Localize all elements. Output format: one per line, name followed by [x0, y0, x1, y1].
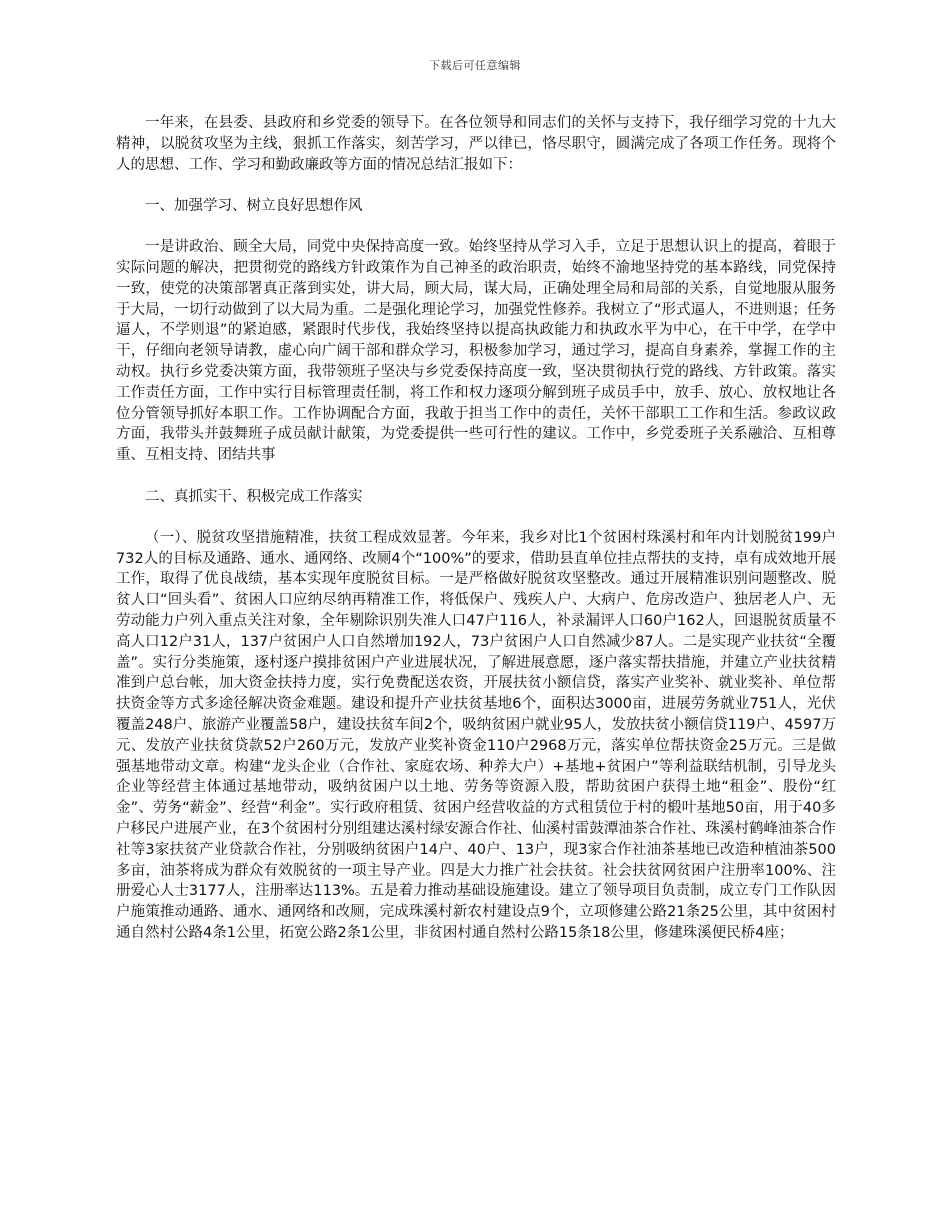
document-body: [116, 113, 836, 944]
section-1-heading: 一、加强学习、树立良好思想作风: [145, 198, 363, 215]
spacer: [116, 508, 836, 528]
intro-paragraph: 一年来，在县委、县政府和乡党委的领导下。在各位领导和同志们的关怀与支持下，我仔细学习党的十九大精神，以脱贫攻坚为主线，狠抓工作落实，刻苦学习，严以律已，恪尽职守，圆满完成了各项工作任务。现将个人的思想、工作、学习和勤政廉政等方面的情况总结汇报如下：: [116, 115, 836, 173]
page-header-note: 下载后可任意编辑: [429, 59, 521, 72]
section-1-paragraph: 一是讲政治、顾全大局，同党中央保持高度一致。始终坚持从学习入手，立足于思想认识上的提高，着眼于实际问题的解决，把贯彻党的路线方针政策作为自己神圣的政治职责，始终不渝地坚持党的基本路线，同党保持一致，使党的决策部署真正落到实处，讲大局，顾大局，谋大局，正确处理全局和局部的关系，自觉地服从服务于大局，一切行动做到了以大局为重。二是强化理论学习，加强党性修养。我树立了“形式逼人，不进则退；任务逼人，不学则退”的紧迫感，紧跟时代步伐，我始终坚持以提高执政能力和执政水平为中心，在干中学，在学中干，仔细向老领导请教，虚心向广阔干部和群众学习，积极参加学习，通过学习，提高自身素养，掌握工作的主动权。执行乡党委决策方面，我带领班子坚决与乡党委保持高度一致，坚决贯彻执行党的路线、方针政策。落实工作责任方面，工作中实行目标管理责任制，将工作和权力逐项分解到班子成员手中，放手、放心、放权地让各位分管领导抓好本职工作。工作协调配合方面，我敢于担当工作中的责任，关怀干部职工工作和生活。参政议政方面，我带头并鼓舞班子成员献计献策，为党委提供一些可行性的建议。工作中，乡党委班子关系融洽、互相尊重、互相支持、团结共事: [116, 239, 836, 464]
spacer: [116, 175, 836, 196]
spacer: [116, 217, 836, 237]
spacer: [116, 466, 836, 487]
section-2-paragraph: （一）、脱贫攻坚措施精准，扶贫工程成效显著。今年来，我乡对比1个贫困村珠溪村和年内计划脱贫199户732人的目标及通路、通水、通网络、改厕4个“100%”的要求，借助县直单位挂点帮扶的支持，卓有成效地开展工作，取得了优良战绩，基本实现年度脱贫目标。一是严格做好脱贫攻坚整改。通过开展精准识别问题整改、脱贫人口“回头看”、贫困人口应纳尽纳再精准工作，将低保户、残疾人户、大病户、危房改造户、独居老人户、无劳动能力户列入重点关注对象，全年剔除识别失准人口47户116人，补录漏评人口60户162人，回退脱贫质量不高人口12户31人，137户贫困户人口自然增加192人，73户贫困户人口自然减少87人。二是实现产业扶贫“全覆盖”。实行分类施策，逐村逐户摸排贫困户产业进展状况，了解进展意愿，逐户落实帮扶措施，并建立产业扶贫精准到户总台帐，加大资金扶持力度，实行免费配送农资，开展扶贫小额信贷，落实产业奖补、就业奖补、单位帮扶资金等方式多途径解决资金难题。建设和提升产业扶贫基地6个，面积达3000亩，进展劳务就业751人，光伏覆盖248户、旅游产业覆盖58户，建设扶贫车间2个，吸纳贫困户就业95人，发放扶贫小额信贷119户、4597万元、发放产业扶贫贷款52户260万元，发放产业奖补资金110户2968万元，落实单位帮扶资金25万元。三是做强基地带动文章。构建“龙头企业（合作社、家庭农场、种养大户）+基地+贫困户”等利益联结机制，引导龙头企业等经营主体通过基地带动，吸纳贫困户以土地、劳务等资源入股，帮助贫困户获得土地“租金”、股份“红金”、劳务“薪金”、经营“利金”。实行政府租赁、贫困户经营收益的方式租赁位于村的椴叶基地50亩，用于40多户移民户进展产业，在3个贫困村分别组建达溪村绿安源合作社、仙溪村雷鼓潭油茶合作社、珠溪村鹤峰油茶合作社等3家扶贫产业贷款合作社，分别吸纳贫困户14户、40户、13户，现3家合作社油茶基地已改造种植油茶500多亩，油茶将成为群众有效脱贫的一项主导产业。四是大力推广社会扶贫。社会扶贫网贫困户注册率100%、注册爱心人士3177人，注册率达113%。五是着力推动基础设施建设。建立了领导项目负责制，成立专门工作队因户施策推动通路、通水、通网络和改厕，完成珠溪村新农村建设点9个，立项修建公路21条25公里，其中贫困村通自然村公路4条1公里，拓宽公路2条1公里，非贫困村通自然村公路15条18公里，修建珠溪便民桥4座；: [116, 529, 836, 941]
section-2-heading: 二、真抓实干、积极完成工作落实: [145, 488, 363, 505]
